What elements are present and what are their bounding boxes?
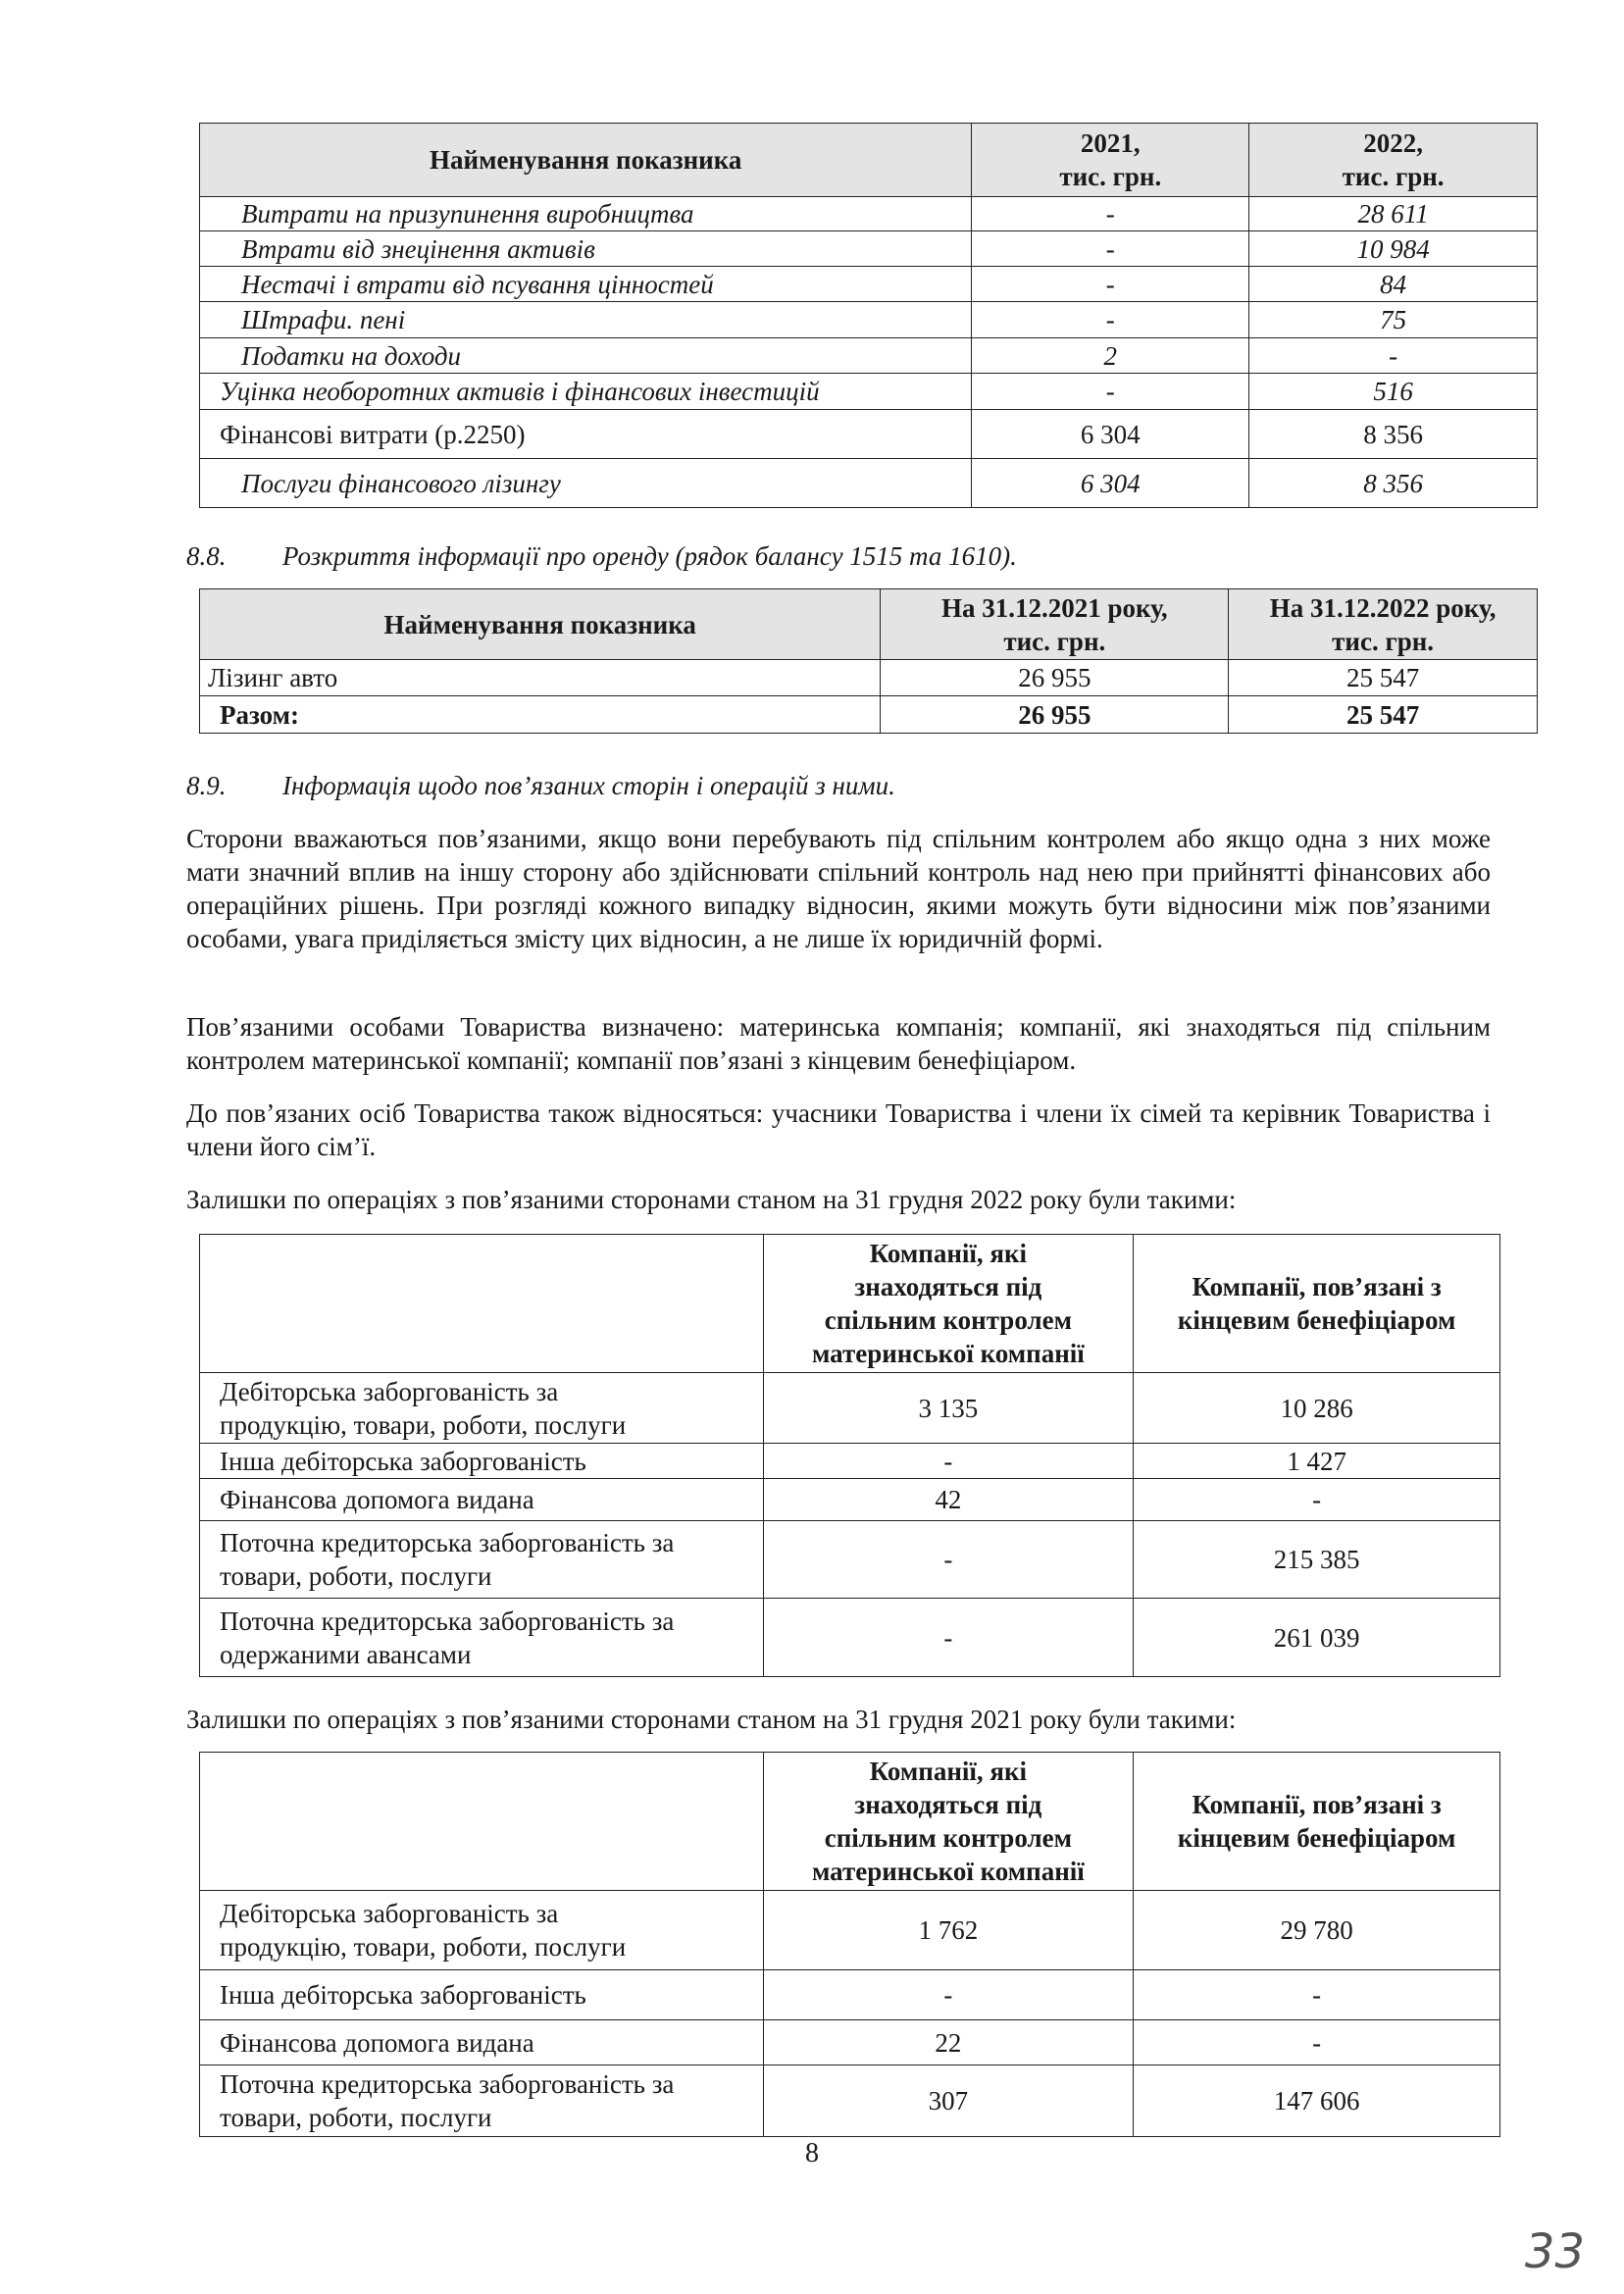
header-common-control: Компанії, які знаходяться під спільним контролем материнської компанії bbox=[763, 1753, 1134, 1891]
row-value-2021: 26 955 bbox=[881, 660, 1229, 696]
row-value-beneficiary: 10 286 bbox=[1134, 1373, 1500, 1444]
row-value-2022: 10 984 bbox=[1249, 231, 1538, 267]
row-name: Витрати на призупинення виробництва bbox=[200, 197, 972, 231]
row-name: Послуги фінансового лізингу bbox=[200, 459, 972, 508]
row-value-common-control: - bbox=[763, 1970, 1134, 2020]
header-indicator-name: Найменування показника bbox=[200, 124, 972, 197]
row-value-common-control: - bbox=[763, 1444, 1134, 1479]
header-2022: На 31.12.2022 року, тис. грн. bbox=[1229, 589, 1538, 660]
row-value-2021: - bbox=[972, 267, 1249, 302]
row-name: Штрафи. пені bbox=[200, 302, 972, 338]
row-name: Уцінка необоротних активів і фінансових інвестицій bbox=[200, 374, 972, 410]
row-value-2021: - bbox=[972, 374, 1249, 410]
row-value-2022: 516 bbox=[1249, 374, 1538, 410]
row-name: Фінансові витрати (р.2250) bbox=[200, 410, 972, 459]
section-title: Розкриття інформації про оренду (рядок балансу 1515 та 1610). bbox=[282, 541, 1017, 571]
row-value-2021: 2 bbox=[972, 338, 1249, 374]
header-indicator-name: Найменування показника bbox=[200, 589, 881, 660]
row-name: Інша дебіторська заборгованість bbox=[200, 1970, 764, 2020]
header-common-control: Компанії, які знаходяться під спільним контролем материнської компанії bbox=[763, 1235, 1134, 1373]
paragraph-related-persons-also: До пов’язаних осіб Товариства також відносяться: учасники Товариства і члени їх сімей та керівник Товариства і члени його сім’ї. bbox=[186, 1098, 1491, 1161]
section-title: Інформація щодо пов’язаних сторін і операцій з ними. bbox=[282, 771, 895, 800]
header-empty bbox=[200, 1235, 764, 1373]
row-value-beneficiary: - bbox=[1134, 2020, 1500, 2065]
row-value-beneficiary: 1 427 bbox=[1134, 1444, 1500, 1479]
paragraph-related-persons: Пов’язаними особами Товариства визначено: материнська компанія; компанії, які знаходяться під спільним контролем материнської компанії; компанії пов’язані з кінцевим бенефіціаром. bbox=[186, 1012, 1491, 1075]
row-name: Поточна кредиторська заборгованість за одержаними авансами bbox=[200, 1599, 764, 1677]
paragraph-related-parties-definition: Сторони вважаються пов’язаними, якщо вони перебувають під спільним контролем або якщо одна з них може мати значний вплив на іншу сторону або здійснювати спільний контроль над нею при прийнятті фінансових або операційних рішень. При розгляді кожного випадку відносин, якими можуть бути відносини між пов’язаними особами, увага приділяється змісту цих відносин, а не лише їх юридичній формі. bbox=[186, 824, 1491, 953]
row-name: Фінансова допомога видана bbox=[200, 1479, 764, 1521]
section-heading-8-9 bbox=[186, 771, 895, 801]
row-value-beneficiary: - bbox=[1134, 1970, 1500, 2020]
row-value-2022: 8 356 bbox=[1249, 459, 1538, 508]
row-name: Дебіторська заборгованість за продукцію, товари, роботи, послуги bbox=[200, 1373, 764, 1444]
row-name: Втрати від знецінення активів bbox=[200, 231, 972, 267]
total-row-name: Разом: bbox=[200, 696, 881, 734]
header-beneficiary: Компанії, пов’язані з кінцевим бенефіціаром bbox=[1134, 1235, 1500, 1373]
row-value-2022: 8 356 bbox=[1249, 410, 1538, 459]
row-name: Лізинг авто bbox=[200, 660, 881, 696]
row-value-beneficiary: - bbox=[1134, 1479, 1500, 1521]
header-2021: 2021, тис. грн. bbox=[972, 124, 1249, 197]
row-value-beneficiary: 29 780 bbox=[1134, 1891, 1500, 1970]
row-name: Поточна кредиторська заборгованість за товари, роботи, послуги bbox=[200, 2065, 764, 2137]
row-name: Нестачі і втрати від псування цінностей bbox=[200, 267, 972, 302]
header-2021: На 31.12.2021 року, тис. грн. bbox=[881, 589, 1229, 660]
row-name: Дебіторська заборгованість за продукцію, товари, роботи, послуги bbox=[200, 1891, 764, 1970]
row-value-common-control: 1 762 bbox=[763, 1891, 1134, 1970]
row-name: Інша дебіторська заборгованість bbox=[200, 1444, 764, 1479]
total-value-2021: 26 955 bbox=[881, 696, 1229, 734]
expenses-table bbox=[199, 123, 1538, 508]
row-name: Податки на доходи bbox=[200, 338, 972, 374]
section-number: 8.8. bbox=[186, 541, 227, 571]
row-value-2021: - bbox=[972, 197, 1249, 231]
paragraph-balances-2021: Залишки по операціях з пов’язаними сторонами станом на 31 грудня 2021 року були такими: bbox=[186, 1705, 1237, 1734]
header-beneficiary: Компанії, пов’язані з кінцевим бенефіціаром bbox=[1134, 1753, 1500, 1891]
row-value-2022: 28 611 bbox=[1249, 197, 1538, 231]
header-empty bbox=[200, 1753, 764, 1891]
row-value-common-control: 22 bbox=[763, 2020, 1134, 2065]
section-number: 8.9. bbox=[186, 771, 227, 800]
row-value-common-control: 3 135 bbox=[763, 1373, 1134, 1444]
section-heading-8-8 bbox=[186, 541, 1017, 572]
handwritten-page-number: 33 bbox=[1524, 2224, 1585, 2279]
header-2022: 2022, тис. грн. bbox=[1249, 124, 1538, 197]
related-balances-2022-table bbox=[199, 1234, 1500, 1677]
row-value-common-control: - bbox=[763, 1599, 1134, 1677]
row-value-2022: 84 bbox=[1249, 267, 1538, 302]
row-value-beneficiary: 215 385 bbox=[1134, 1521, 1500, 1599]
row-value-2022: 75 bbox=[1249, 302, 1538, 338]
row-value-common-control: 42 bbox=[763, 1479, 1134, 1521]
row-value-2021: 6 304 bbox=[972, 459, 1249, 508]
row-value-2021: 6 304 bbox=[972, 410, 1249, 459]
paragraph-balances-2022: Залишки по операціях з пов’язаними сторонами станом на 31 грудня 2022 року були такими: bbox=[186, 1185, 1237, 1214]
row-value-2021: - bbox=[972, 231, 1249, 267]
row-value-2022: - bbox=[1249, 338, 1538, 374]
page-number: 8 bbox=[805, 2138, 819, 2168]
row-name: Фінансова допомога видана bbox=[200, 2020, 764, 2065]
row-value-2021: - bbox=[972, 302, 1249, 338]
row-value-common-control: - bbox=[763, 1521, 1134, 1599]
related-balances-2021-table bbox=[199, 1752, 1500, 2137]
row-name: Поточна кредиторська заборгованість за товари, роботи, послуги bbox=[200, 1521, 764, 1599]
row-value-beneficiary: 147 606 bbox=[1134, 2065, 1500, 2137]
total-value-2022: 25 547 bbox=[1229, 696, 1538, 734]
row-value-common-control: 307 bbox=[763, 2065, 1134, 2137]
row-value-2022: 25 547 bbox=[1229, 660, 1538, 696]
lease-table bbox=[199, 588, 1538, 734]
row-value-beneficiary: 261 039 bbox=[1134, 1599, 1500, 1677]
